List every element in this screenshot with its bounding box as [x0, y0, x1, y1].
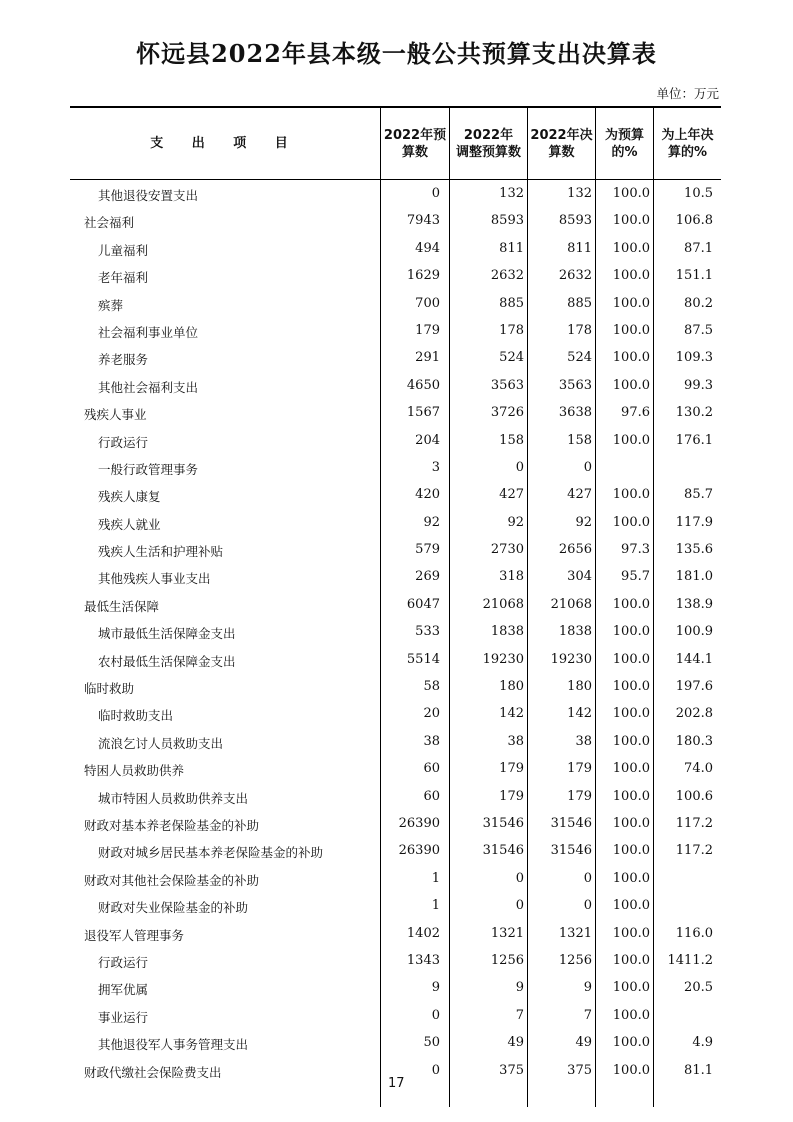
row-name-cell: 其他残疾人事业支出 — [98, 571, 211, 587]
row-pct-budget-cell: 100.0 — [612, 952, 650, 968]
table-row — [70, 618, 721, 645]
table-row — [70, 947, 721, 974]
row-final-cell: 19230 — [550, 651, 592, 667]
row-pct-budget-cell: 100.0 — [612, 268, 650, 284]
header-pct-last-line2: 算的% — [667, 144, 707, 160]
row-pct-budget-cell: 100.0 — [612, 679, 650, 695]
table-row — [70, 837, 721, 864]
row-name-cell: 财政对其他社会保险基金的补助 — [84, 872, 260, 888]
row-budget-cell: 92 — [423, 514, 440, 530]
row-budget-cell: 38 — [423, 733, 440, 749]
row-pct-budget-cell: 100.0 — [612, 377, 650, 393]
row-name-cell: 财政对基本养老保险基金的补助 — [84, 817, 260, 833]
row-final-cell: 1256 — [558, 952, 592, 968]
header-budget-line1: 2022年预 — [383, 127, 447, 143]
row-final-cell: 7 — [583, 1007, 592, 1023]
row-budget-cell: 1 — [431, 898, 440, 914]
row-pct-last-cell: 181.0 — [675, 569, 713, 585]
row-adjusted-cell: 142 — [499, 706, 524, 722]
row-final-cell: 31546 — [550, 843, 592, 859]
row-budget-cell: 9 — [431, 980, 440, 996]
row-pct-last-cell: 81.1 — [684, 1062, 713, 1078]
row-budget-cell: 0 — [431, 186, 440, 201]
row-pct-budget-cell: 100.0 — [612, 925, 650, 941]
row-pct-budget-cell: 100.0 — [612, 186, 650, 201]
row-adjusted-cell: 885 — [499, 295, 524, 311]
table-row — [70, 920, 721, 947]
row-adjusted-cell: 1321 — [490, 925, 524, 941]
row-adjusted-cell: 158 — [499, 432, 524, 448]
table-row — [70, 235, 721, 262]
table-row — [70, 700, 721, 727]
table-row — [70, 810, 721, 837]
row-adjusted-cell: 2632 — [490, 268, 524, 284]
row-pct-last-cell: 10.5 — [684, 186, 713, 201]
header-item-label: 支 出 项 目 — [150, 136, 300, 151]
header-pct-last-line1: 为上年决 — [661, 127, 714, 143]
row-budget-cell: 291 — [415, 350, 440, 366]
row-name-cell: 农村最低生活保障金支出 — [98, 653, 236, 669]
row-name-cell: 残疾人就业 — [98, 516, 161, 532]
row-pct-last-cell: 130.2 — [675, 405, 713, 421]
row-pct-budget-cell: 100.0 — [612, 350, 650, 366]
row-final-cell: 1321 — [558, 925, 592, 941]
row-budget-cell: 6047 — [406, 596, 440, 612]
table-row — [70, 591, 721, 618]
table-row — [70, 290, 721, 317]
row-budget-cell: 494 — [415, 240, 440, 256]
row-pct-last-cell: 151.1 — [675, 268, 713, 284]
table-row — [70, 783, 721, 810]
table-row — [70, 563, 721, 590]
row-name-cell: 城市特困人员救助供养支出 — [98, 790, 249, 806]
row-name-cell: 儿童福利 — [98, 242, 149, 258]
table-row — [70, 974, 721, 1001]
row-final-cell: 179 — [567, 761, 592, 777]
row-adjusted-cell: 3726 — [490, 405, 524, 421]
row-name-cell: 临时救助 — [84, 681, 135, 697]
row-final-cell: 3638 — [558, 405, 592, 421]
row-adjusted-cell: 92 — [507, 514, 524, 530]
row-name-cell: 社会福利 — [84, 215, 135, 231]
row-name-cell: 其他退役军人事务管理支出 — [98, 1037, 249, 1053]
row-adjusted-cell: 179 — [499, 761, 524, 777]
row-adjusted-cell: 9 — [515, 980, 524, 996]
row-name-cell: 特困人员救助供养 — [84, 763, 185, 779]
row-name-cell: 社会福利事业单位 — [98, 324, 199, 340]
row-budget-cell: 20 — [423, 706, 440, 722]
table-row — [70, 180, 721, 207]
row-name-cell: 临时救助支出 — [98, 708, 174, 724]
row-budget-cell: 7943 — [406, 213, 440, 229]
row-final-cell: 0 — [583, 898, 592, 914]
row-final-cell: 31546 — [550, 815, 592, 831]
row-pct-last-cell: 176.1 — [675, 432, 713, 448]
table-row — [70, 1002, 721, 1029]
row-final-cell: 304 — [567, 569, 592, 585]
row-budget-cell: 1 — [431, 870, 440, 886]
table-row — [70, 865, 721, 892]
row-pct-budget-cell: 100.0 — [612, 843, 650, 859]
row-name-cell: 殡葬 — [98, 297, 124, 313]
row-pct-budget-cell: 97.3 — [621, 542, 650, 558]
header-final-line2: 算数 — [548, 144, 575, 160]
row-final-cell: 38 — [575, 733, 592, 749]
row-final-cell: 8593 — [558, 213, 592, 229]
table-row — [70, 1029, 721, 1056]
row-name-cell: 财政代缴社会保险费支出 — [84, 1064, 222, 1080]
header-pct-budget — [596, 108, 653, 179]
row-name-cell: 最低生活保障 — [84, 598, 160, 614]
row-budget-cell: 269 — [415, 569, 440, 585]
row-pct-last-cell: 135.6 — [675, 542, 713, 558]
row-pct-last-cell: 99.3 — [684, 377, 713, 393]
row-adjusted-cell: 31546 — [482, 843, 524, 859]
row-pct-last-cell: 197.6 — [675, 679, 713, 695]
row-pct-last-cell: 109.3 — [675, 350, 713, 366]
row-budget-cell: 60 — [423, 761, 440, 777]
row-adjusted-cell: 7 — [515, 1007, 524, 1023]
row-name-cell: 行政运行 — [98, 954, 149, 970]
row-final-cell: 49 — [575, 1035, 592, 1051]
row-pct-budget-cell: 100.0 — [612, 761, 650, 777]
row-name-cell: 行政运行 — [98, 434, 149, 450]
row-final-cell: 427 — [567, 487, 592, 503]
row-budget-cell: 3 — [431, 459, 440, 475]
row-pct-budget-cell: 100.0 — [612, 733, 650, 749]
table-row — [70, 317, 721, 344]
row-final-cell: 885 — [567, 295, 592, 311]
row-pct-last-cell: 1411.2 — [667, 952, 713, 968]
table-row — [70, 728, 721, 755]
row-name-cell: 残疾人生活和护理补贴 — [98, 544, 224, 560]
row-final-cell: 9 — [583, 980, 592, 996]
row-pct-budget-cell: 100.0 — [612, 596, 650, 612]
row-adjusted-cell: 1256 — [490, 952, 524, 968]
row-adjusted-cell: 524 — [499, 350, 524, 366]
row-pct-last-cell: 100.9 — [675, 624, 713, 640]
row-adjusted-cell: 8593 — [490, 213, 524, 229]
row-final-cell: 811 — [567, 240, 592, 256]
row-budget-cell: 50 — [423, 1035, 440, 1051]
row-budget-cell: 0 — [431, 1062, 440, 1078]
row-budget-cell: 1567 — [406, 405, 440, 421]
row-pct-last-cell: 117.9 — [675, 514, 713, 530]
header-pct-last — [654, 108, 721, 179]
row-pct-last-cell: 180.3 — [675, 733, 713, 749]
header-pct-budget-line2: 的% — [611, 144, 638, 160]
row-final-cell: 375 — [567, 1062, 592, 1078]
row-budget-cell: 4650 — [406, 377, 440, 393]
row-final-cell: 1838 — [558, 624, 592, 640]
row-final-cell: 21068 — [550, 596, 592, 612]
row-pct-last-cell: 80.2 — [684, 295, 713, 311]
table-row — [70, 892, 721, 919]
row-final-cell: 2632 — [558, 268, 592, 284]
row-pct-last-cell: 87.1 — [684, 240, 713, 256]
table-row — [70, 262, 721, 289]
row-pct-last-cell: 4.9 — [692, 1035, 713, 1051]
row-adjusted-cell: 132 — [499, 186, 524, 201]
row-adjusted-cell: 427 — [499, 487, 524, 503]
row-name-cell: 事业运行 — [98, 1009, 149, 1025]
row-pct-budget-cell: 100.0 — [612, 1062, 650, 1078]
row-pct-last-cell: 85.7 — [684, 487, 713, 503]
row-adjusted-cell: 0 — [515, 898, 524, 914]
row-pct-last-cell: 202.8 — [675, 706, 713, 722]
row-pct-budget-cell: 100.0 — [612, 213, 650, 229]
row-pct-last-cell: 106.8 — [675, 213, 713, 229]
row-name-cell: 拥军优属 — [98, 982, 149, 998]
row-budget-cell: 60 — [423, 788, 440, 804]
row-name-cell: 残疾人康复 — [98, 489, 161, 505]
row-pct-budget-cell: 95.7 — [621, 569, 650, 585]
row-pct-budget-cell: 100.0 — [612, 432, 650, 448]
row-adjusted-cell: 31546 — [482, 815, 524, 831]
row-pct-budget-cell: 100.0 — [612, 514, 650, 530]
row-pct-budget-cell: 100.0 — [612, 706, 650, 722]
row-final-cell: 2656 — [558, 542, 592, 558]
row-adjusted-cell: 179 — [499, 788, 524, 804]
table-row — [70, 755, 721, 782]
row-pct-last-cell: 87.5 — [684, 322, 713, 338]
row-adjusted-cell: 0 — [515, 459, 524, 475]
row-name-cell: 流浪乞讨人员救助支出 — [98, 735, 224, 751]
row-pct-budget-cell: 97.6 — [621, 405, 650, 421]
page-title: 怀远县2022年县本级一般公共预算支出决算表 — [136, 39, 657, 68]
row-name-cell: 城市最低生活保障金支出 — [98, 626, 236, 642]
row-budget-cell: 179 — [415, 322, 440, 338]
row-budget-cell: 26390 — [398, 843, 440, 859]
row-pct-budget-cell: 100.0 — [612, 788, 650, 804]
header-final-line1: 2022年决 — [530, 127, 593, 143]
header-adjusted-line1: 2022年 — [463, 127, 514, 143]
row-final-cell: 0 — [583, 459, 592, 475]
row-final-cell: 0 — [583, 870, 592, 886]
header-budget — [381, 108, 449, 179]
header-adjusted — [450, 108, 527, 179]
header-pct-budget-line1: 为预算 — [604, 127, 644, 143]
row-pct-last-cell: 20.5 — [684, 980, 713, 996]
row-pct-budget-cell: 100.0 — [612, 1035, 650, 1051]
row-budget-cell: 1629 — [406, 268, 440, 284]
row-pct-last-cell: 138.9 — [675, 596, 713, 612]
row-budget-cell: 420 — [415, 487, 440, 503]
row-adjusted-cell: 3563 — [490, 377, 524, 393]
row-name-cell: 其他社会福利支出 — [98, 379, 199, 395]
row-final-cell: 178 — [567, 322, 592, 338]
row-adjusted-cell: 318 — [499, 569, 524, 585]
row-name-cell: 养老服务 — [98, 352, 149, 368]
row-name-cell: 老年福利 — [98, 270, 149, 286]
row-pct-budget-cell: 100.0 — [612, 815, 650, 831]
row-name-cell: 其他退役安置支出 — [98, 188, 199, 203]
row-pct-budget-cell: 100.0 — [612, 295, 650, 311]
row-adjusted-cell: 38 — [507, 733, 524, 749]
row-final-cell: 132 — [567, 186, 592, 201]
row-pct-budget-cell: 100.0 — [612, 1007, 650, 1023]
row-final-cell: 92 — [575, 514, 592, 530]
row-final-cell: 142 — [567, 706, 592, 722]
row-pct-last-cell: 117.2 — [675, 815, 713, 831]
table-row — [70, 481, 721, 508]
row-budget-cell: 204 — [415, 432, 440, 448]
row-final-cell: 158 — [567, 432, 592, 448]
row-adjusted-cell: 180 — [499, 679, 524, 695]
row-name-cell: 财政对失业保险基金的补助 — [98, 900, 249, 916]
row-budget-cell: 533 — [415, 624, 440, 640]
table-row — [70, 646, 721, 673]
row-budget-cell: 5514 — [406, 651, 440, 667]
row-name-cell: 残疾人事业 — [84, 407, 147, 423]
row-adjusted-cell: 1838 — [490, 624, 524, 640]
row-final-cell: 3563 — [558, 377, 592, 393]
row-budget-cell: 1402 — [406, 925, 440, 941]
row-budget-cell: 26390 — [398, 815, 440, 831]
row-pct-budget-cell: 100.0 — [612, 980, 650, 996]
row-adjusted-cell: 178 — [499, 322, 524, 338]
row-budget-cell: 579 — [415, 542, 440, 558]
page-number: 17 — [388, 1076, 405, 1091]
row-adjusted-cell: 0 — [515, 870, 524, 886]
row-budget-cell: 1343 — [406, 952, 440, 968]
row-adjusted-cell: 811 — [499, 240, 524, 256]
row-final-cell: 179 — [567, 788, 592, 804]
row-budget-cell: 700 — [415, 295, 440, 311]
row-pct-budget-cell: 100.0 — [612, 624, 650, 640]
table-row — [70, 536, 721, 563]
row-final-cell: 180 — [567, 679, 592, 695]
table-body — [70, 180, 721, 1084]
header-item — [70, 108, 380, 179]
unit-label: 单位：万元 — [656, 86, 719, 101]
row-pct-last-cell: 100.6 — [675, 788, 713, 804]
row-adjusted-cell: 2730 — [490, 542, 524, 558]
header-budget-line2: 算数 — [401, 144, 428, 160]
table-row — [70, 399, 721, 426]
row-pct-budget-cell: 100.0 — [612, 240, 650, 256]
row-pct-last-cell: 144.1 — [675, 651, 713, 667]
row-pct-budget-cell: 100.0 — [612, 870, 650, 886]
row-final-cell: 524 — [567, 350, 592, 366]
row-budget-cell: 0 — [431, 1007, 440, 1023]
row-pct-budget-cell: 100.0 — [612, 651, 650, 667]
table-row — [70, 454, 721, 481]
row-adjusted-cell: 375 — [499, 1062, 524, 1078]
row-pct-last-cell: 74.0 — [684, 761, 713, 777]
row-pct-last-cell: 117.2 — [675, 843, 713, 859]
table-row — [70, 344, 721, 371]
row-pct-budget-cell: 100.0 — [612, 322, 650, 338]
table-row — [70, 427, 721, 454]
row-adjusted-cell: 21068 — [482, 596, 524, 612]
header-final — [528, 108, 595, 179]
table-row — [70, 207, 721, 234]
row-adjusted-cell: 49 — [507, 1035, 524, 1051]
row-name-cell: 财政对城乡居民基本养老保险基金的补助 — [98, 845, 324, 861]
table-row — [70, 673, 721, 700]
row-pct-budget-cell: 100.0 — [612, 487, 650, 503]
row-pct-last-cell: 116.0 — [675, 925, 713, 941]
table-row — [70, 509, 721, 536]
row-name-cell: 一般行政管理事务 — [98, 461, 199, 477]
table-row — [70, 372, 721, 399]
row-budget-cell: 58 — [423, 679, 440, 695]
row-name-cell: 退役军人管理事务 — [84, 927, 185, 943]
row-pct-budget-cell: 100.0 — [612, 898, 650, 914]
header-adjusted-line2: 调整预算数 — [455, 144, 521, 160]
row-adjusted-cell: 19230 — [482, 651, 524, 667]
